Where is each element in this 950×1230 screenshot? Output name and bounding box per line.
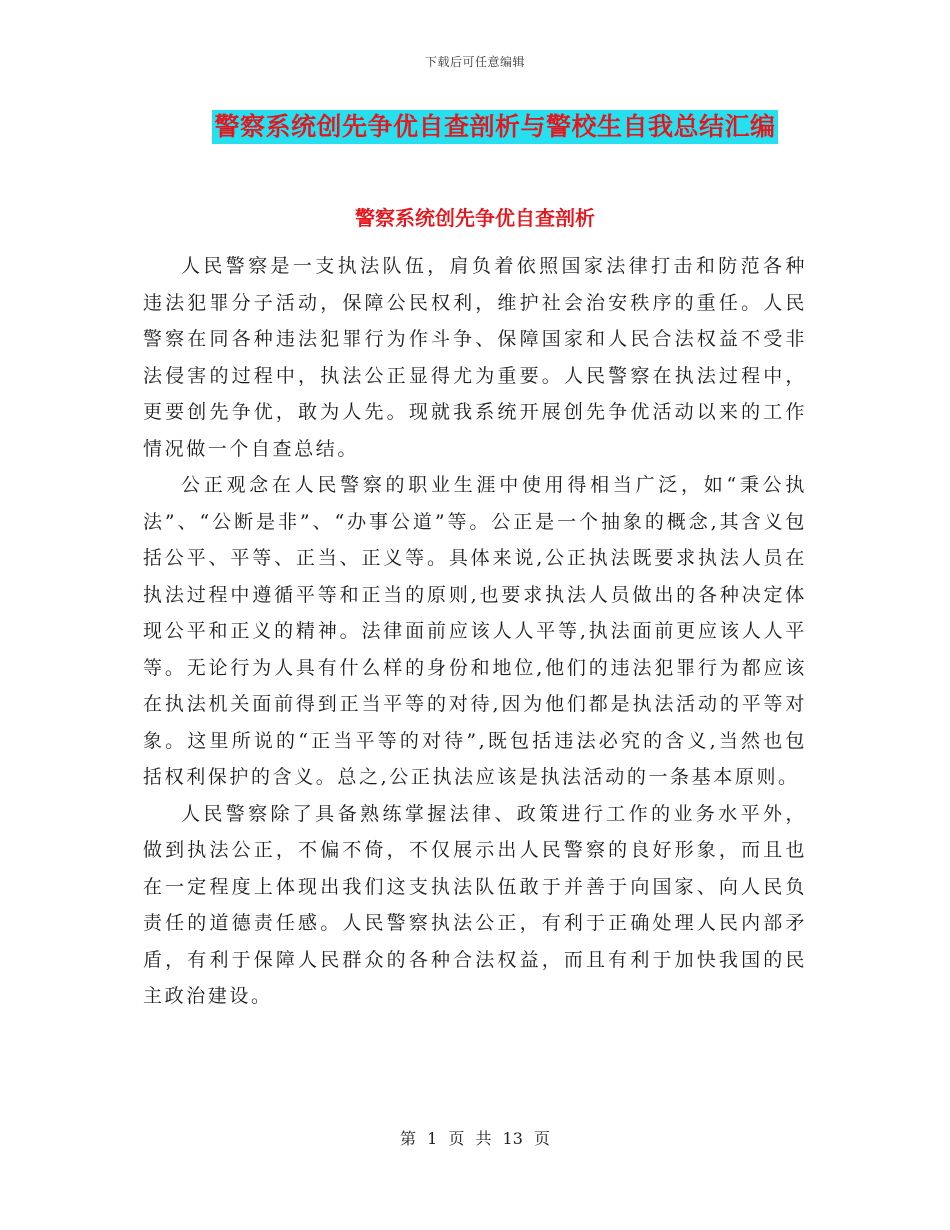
page-number-footer: 第 1 页 共 13 页 bbox=[400, 1129, 550, 1148]
body-paragraph-1: 人民警察是一支执法队伍，肩负着依照国家法律打击和防范各种违法犯罪分子活动，保障公民权利，维护社会治安秩序的重任。人民警察在同各种违法犯罪行为作斗争、保障国家和人民合法权益不受非法侵害的过程中，执法公正显得尤为重要。人民警察在执法过程中，更要创先争优，敢为人先。现就我系统开展创先争优活动以来的工作情况做一个自查总结。 bbox=[143, 255, 807, 460]
document-body bbox=[143, 248, 807, 1015]
section-title: 警察系统创先争优自查剖析 bbox=[355, 206, 595, 230]
document-main-title: 警察系统创先争优自查剖析与警校生自我总结汇编 bbox=[212, 110, 777, 144]
header-note: 下载后可任意编辑 bbox=[424, 55, 525, 69]
body-paragraph-2: 公正观念在人民警察的职业生涯中使用得相当广泛，如“秉公执法”、“公断是非”、“办事公道”等。公正是一个抽象的概念,其含义包括公平、平等、正当、正义等。具体来说,公正执法既要求执法人员在执法过程中遵循平等和正当的原则,也要求执法人员做出的各种决定体现公平和正义的精神。法律面前应该人人平等,执法面前更应该人人平等。无论行为人具有什么样的身份和地位,他们的违法犯罪行为都应该在执法机关面前得到正当平等的对待,因为他们都是执法活动的平等对象。这里所说的“正当平等的对待”,既包括违法必究的含义,当然也包括权利保护的含义。总之,公正执法应该是执法活动的一条基本原则。 bbox=[143, 474, 807, 788]
body-paragraph-3: 人民警察除了具备熟练掌握法律、政策进行工作的业务水平外，做到执法公正，不偏不倚，不仅展示出人民警察的良好形象，而且也在一定程度上体现出我们这支执法队伍敢于并善于向国家、向人民负责任的道德责任感。人民警察执法公正，有利于正确处理人民内部矛盾，有利于保障人民群众的各种合法权益，而且有利于加快我国的民主政治建设。 bbox=[143, 802, 807, 1007]
main-title-container bbox=[0, 110, 950, 144]
